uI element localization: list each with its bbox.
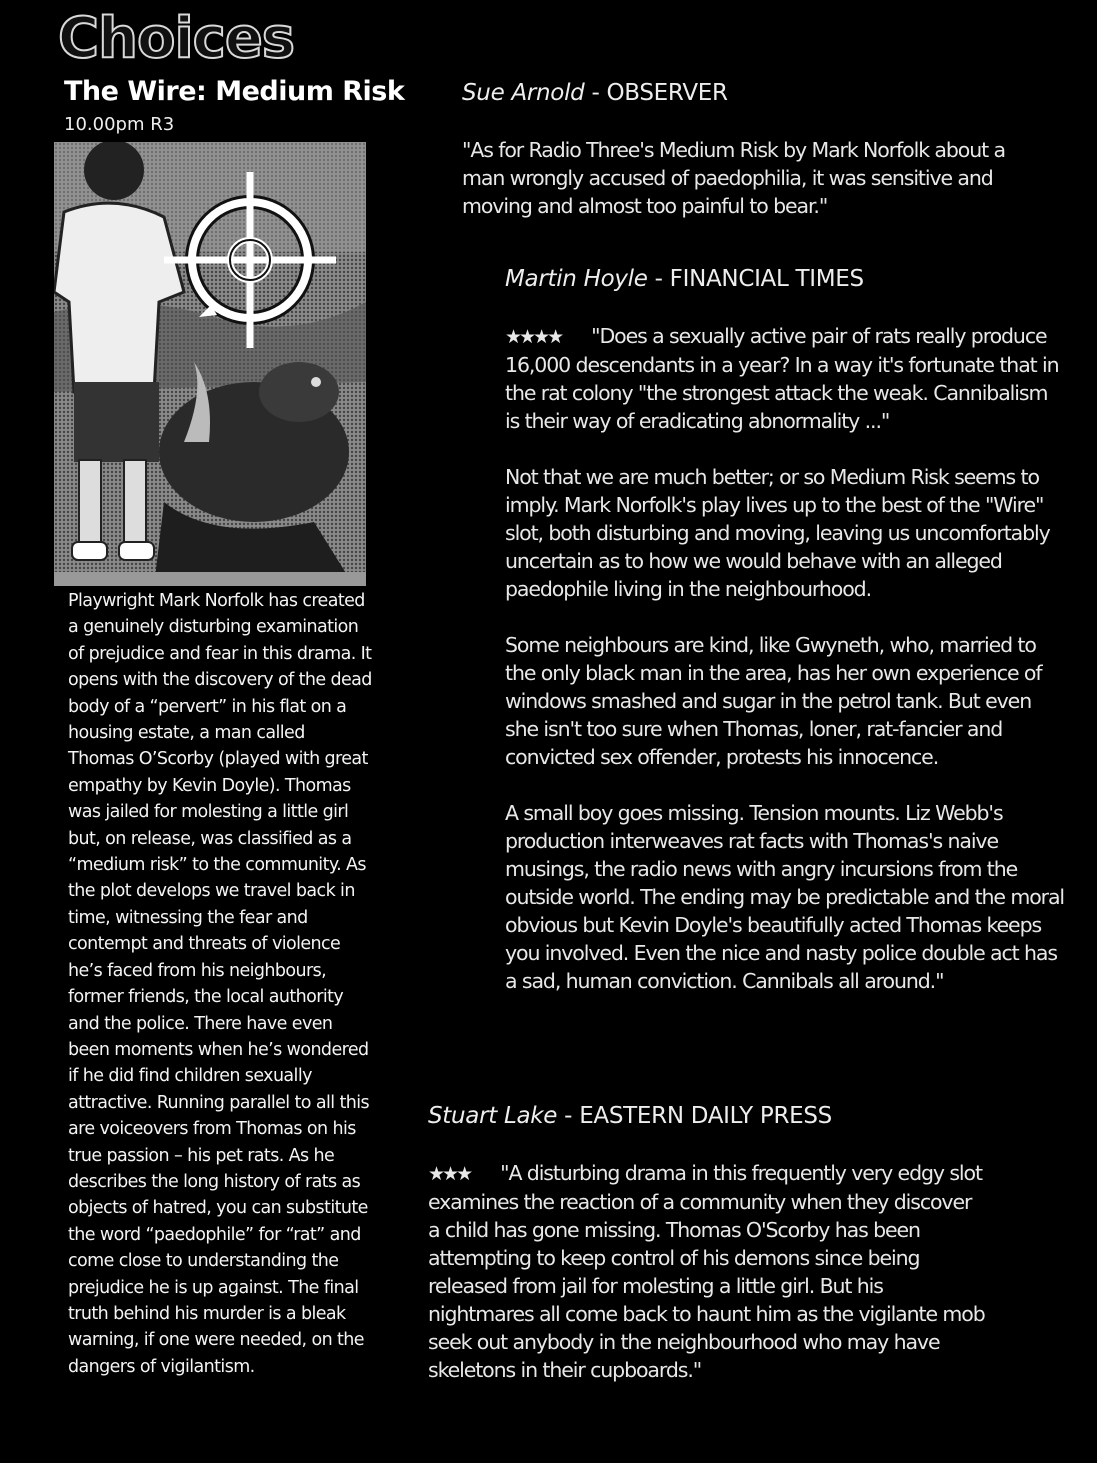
review-byline xyxy=(428,1103,988,1129)
review-byline xyxy=(505,266,1065,292)
review-paragraph: Some neighbours are kind, like Gwyneth, who, married to the only black man in the area, has her own experience of windows smashed and sugar in the petrol tank. But even she isn't too sure when Thomas, loner, rat-fancier and convicted sex offender, protests his innocence. xyxy=(505,633,1042,769)
star-rating: ★★★ xyxy=(428,1163,471,1185)
review-text: "A disturbing drama in this frequently very edgy slot examines the reaction of a community when they discover a child has gone missing. Thomas O'Scorby has been attempting to keep control of his demons since being released from jail for molesting a little girl. But his nightmares all come back to haunt him as the vigilante mob seek out anybody in the neighbourhood who may have skeletons in their cupboards." xyxy=(428,1161,985,1382)
programme-title: The Wire: Medium Risk xyxy=(64,76,405,107)
review-observer xyxy=(462,80,1042,248)
review-eastern-daily-press xyxy=(428,1103,988,1412)
programme-description: Playwright Mark Norfolk has created a genuinely disturbing examination of prejudice and fear in this drama. It opens with the discovery of the dead body of a “pervert” in his flat on a housing estate, a man called Thomas O’Scorby (played with great empathy by Kevin Doyle). Thomas was jailed for molesting a little girl but, on release, was classified as a “medium risk” to the community. As the plot develops we travel back in time, witnessing the fear and contempt and threats of violence he’s faced from his neighbours, former friends, the local authority and the police. There have even been moments when he’s wondered if he did find children sexually attractive. Running parallel to all this are voiceovers from Thomas on his true passion – his pet rats. As he describes the long history of rats as objects of hatred, you can substitute the word “paedophile” for “rat” and come close to understanding the prejudice he is up against. The final truth behind his murder is a bleak warning, if one were needed, on the dangers of vigilantism. xyxy=(68,591,372,1377)
programme-time: 10.00pm R3 xyxy=(64,114,175,135)
reviewer-name: Sue Arnold xyxy=(462,80,585,106)
star-rating: ★★★★ xyxy=(505,326,562,348)
review-paragraph xyxy=(428,1159,988,1384)
review-text: "Does a sexually active pair of rats really produce 16,000 descendants in a year? In a way it's fortunate that in the rat colony "the strongest attack the weak. Cannibalism is their way of eradicating abnormality ..." xyxy=(505,324,1059,433)
byline-separator: - xyxy=(564,1103,580,1129)
publication-name: EASTERN DAILY PRESS xyxy=(579,1103,832,1129)
publication-name: FINANCIAL TIMES xyxy=(669,266,864,292)
masthead-title: Choices xyxy=(58,6,295,71)
byline-separator: - xyxy=(591,80,607,106)
review-financial-times xyxy=(505,266,1065,1023)
programme-illustration xyxy=(54,142,366,586)
reviewer-name: Martin Hoyle xyxy=(505,266,648,292)
reviewer-name: Stuart Lake xyxy=(428,1103,558,1129)
byline-separator: - xyxy=(654,266,670,292)
review-paragraph: "As for Radio Three's Medium Risk by Mark Norfolk about a man wrongly accused of paedophilia, it was sensitive and moving and almost too painful to bear." xyxy=(462,138,1005,218)
review-paragraph xyxy=(505,322,1065,435)
review-paragraph: A small boy goes missing. Tension mounts. Liz Webb's production interweaves rat facts with Thomas's naive musings, the radio news with angry incursions from the outside world. The ending may be predictable and the moral obvious but Kevin Doyle's beautifully acted Thomas keeps you involved. Even the nice and nasty police double act has a sad, human conviction. Cannibals all around." xyxy=(505,801,1065,993)
review-paragraph: Not that we are much better; or so Medium Risk seems to imply. Mark Norfolk's play lives up to the best of the "Wire" slot, both disturbing and moving, leaving us uncomfortably uncertain as to how we would behave with an alleged paedophile living in the neighbourhood. xyxy=(505,465,1050,601)
review-byline xyxy=(462,80,1042,106)
publication-name: OBSERVER xyxy=(606,80,728,106)
